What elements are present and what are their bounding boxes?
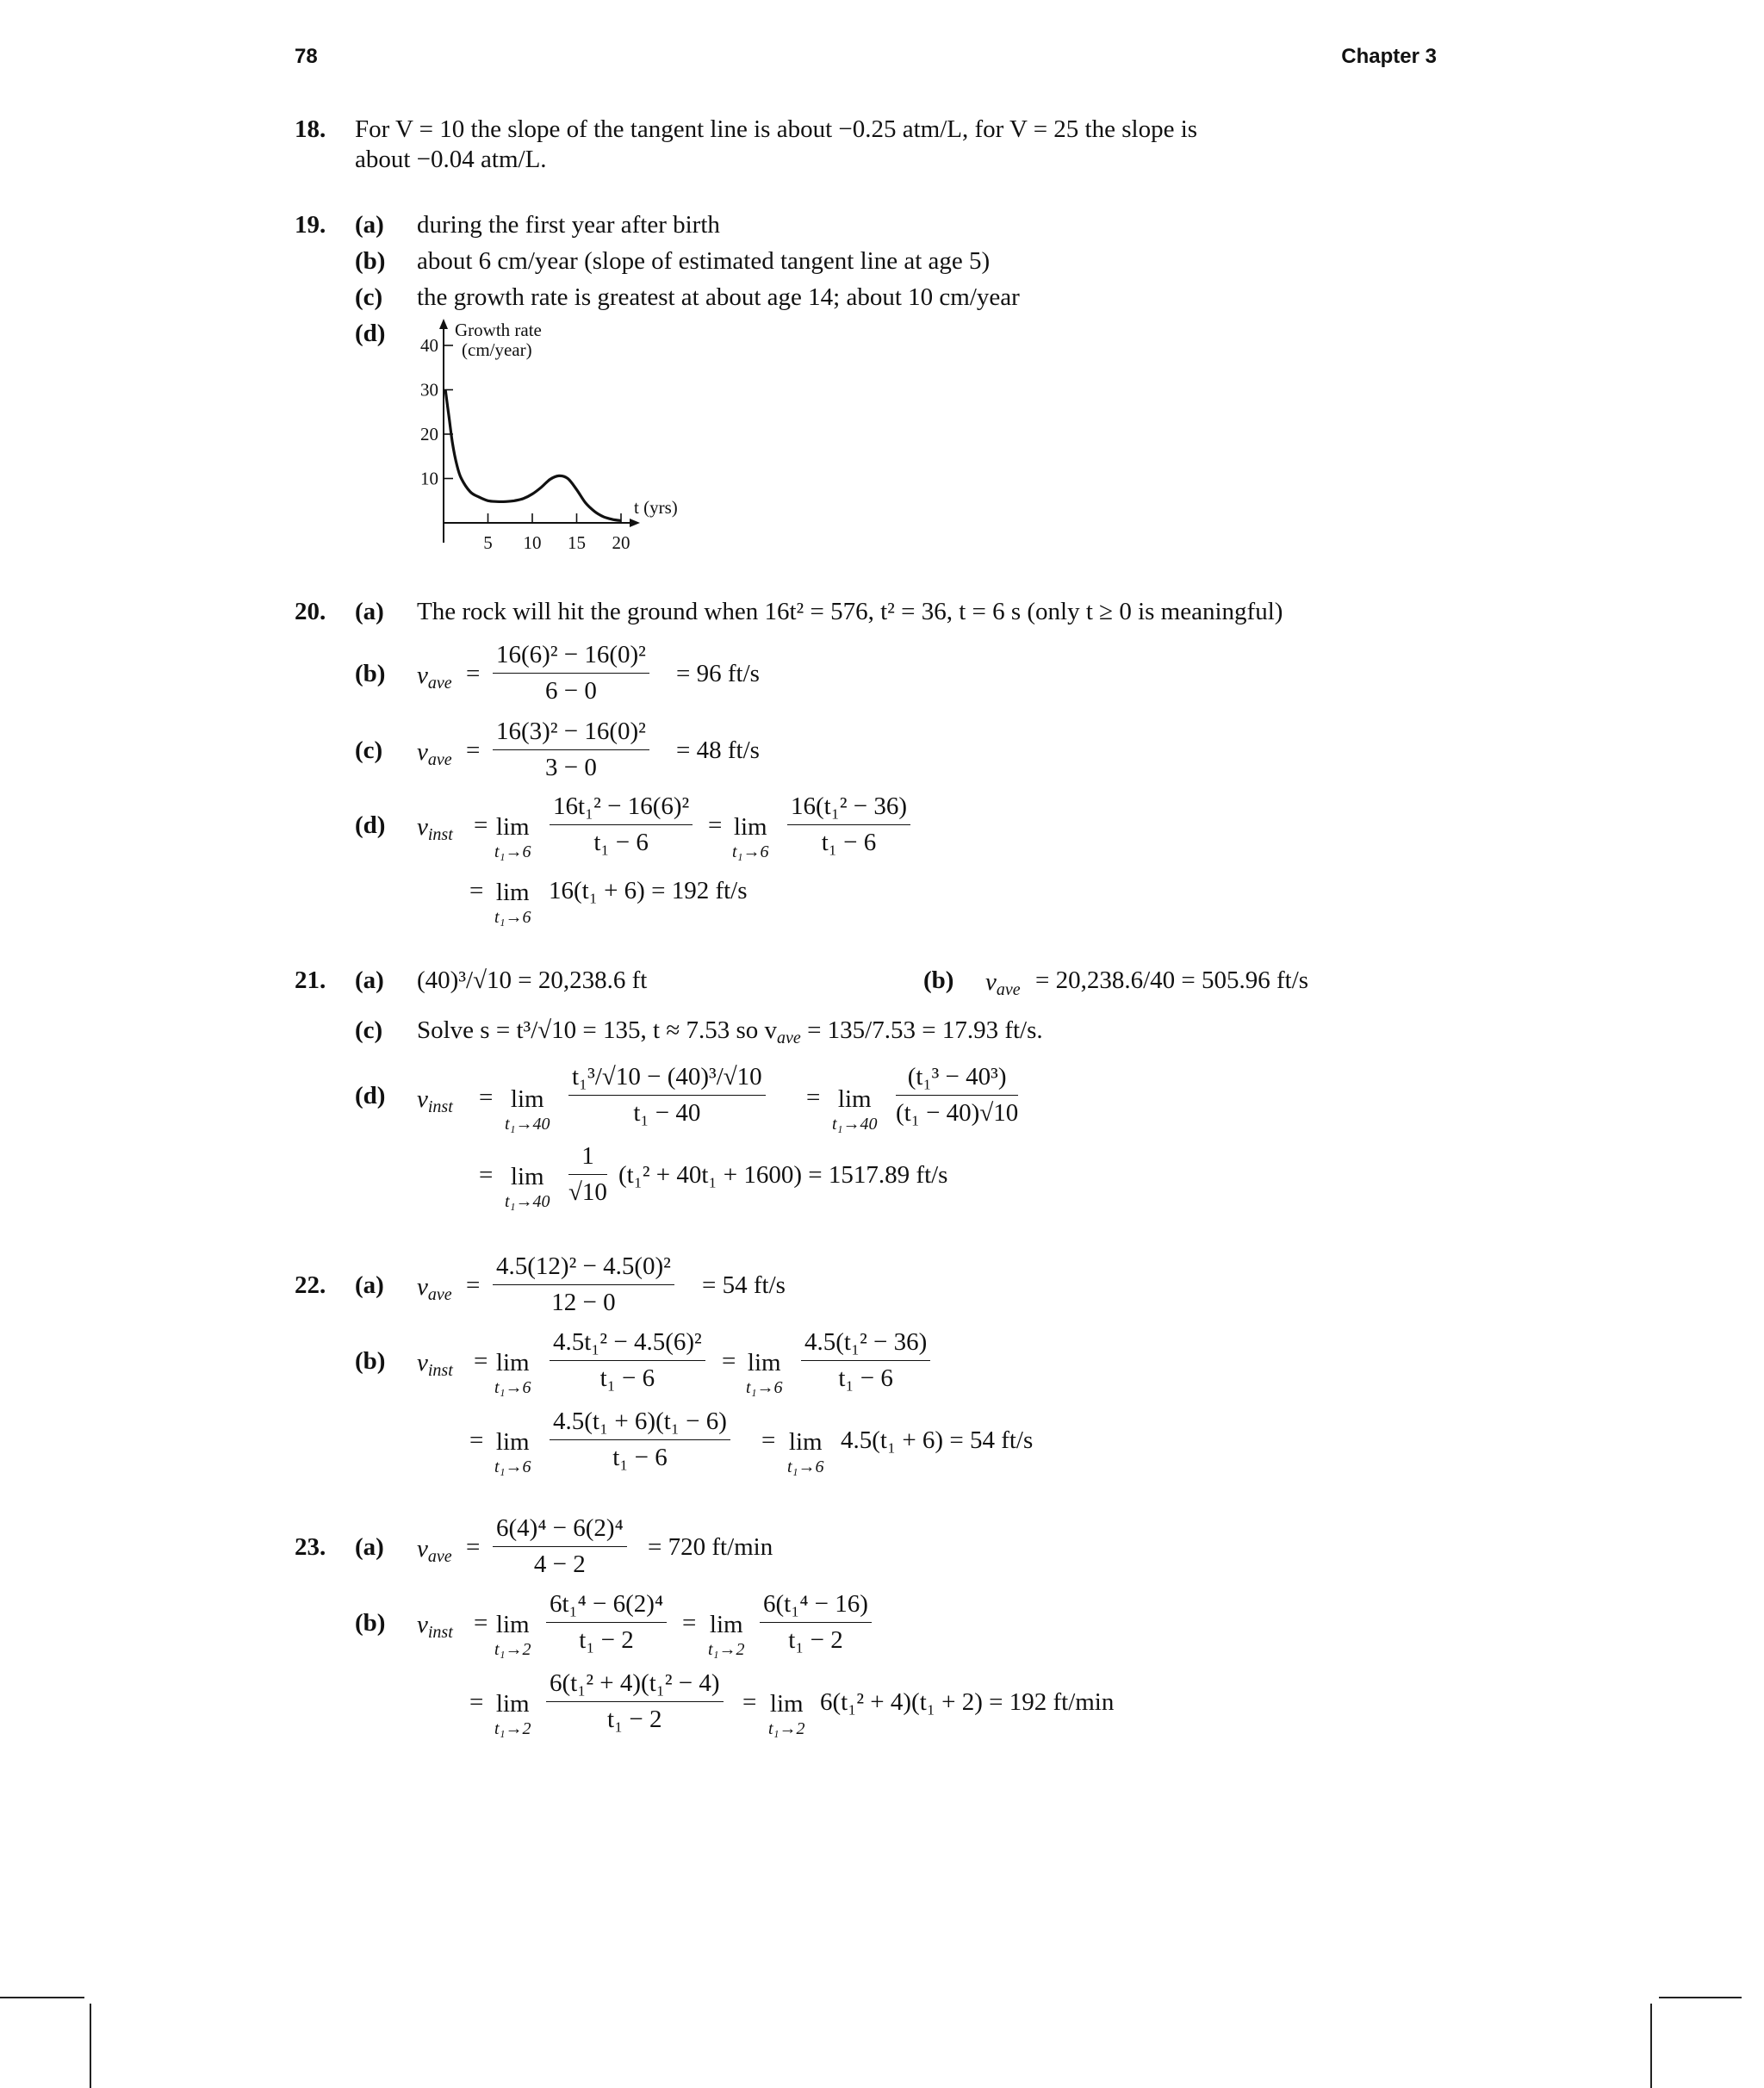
part-label: (c)	[355, 1016, 383, 1044]
velocity-symbol: $v_{ave}$	[417, 662, 452, 693]
velocity-symbol: $v_{ave}$	[417, 1273, 452, 1304]
problem-text: about −0.04 atm/L.	[355, 146, 547, 173]
velocity-symbol: $v_{inst}$	[417, 1085, 453, 1116]
equals-sign: =	[474, 811, 488, 839]
y-tick-label: 40	[420, 335, 438, 356]
problem-number: 22.	[295, 1271, 326, 1299]
x-axis-arrow	[630, 519, 640, 527]
part-label: (c)	[355, 736, 383, 764]
x-tick-label: 5	[483, 532, 493, 553]
part-label: (b)	[355, 660, 386, 687]
equals-sign: =	[466, 1533, 481, 1561]
limit-operator: lim t₁→2	[708, 1611, 745, 1659]
result-text: = 54 ft/s	[702, 1271, 786, 1299]
part-label: (b)	[355, 247, 386, 275]
equals-sign: =	[469, 1688, 484, 1716]
equals-sign: =	[474, 1347, 488, 1375]
part-label: (a)	[355, 211, 384, 239]
fraction: 4.5(t₁ + 6)(t₁ − 6) t₁ − 6	[550, 1409, 730, 1470]
y-axis-label: Growth rate	[455, 320, 542, 340]
x-tick-label: 15	[568, 532, 586, 553]
result-text: 16(t₁ + 6) = 192 ft/s	[549, 877, 748, 904]
result-text: 4.5(t₁ + 6) = 54 ft/s	[841, 1426, 1034, 1454]
equals-sign: =	[466, 736, 481, 764]
part-label: (c)	[355, 283, 383, 311]
equals-sign: =	[722, 1347, 736, 1375]
problem-number: 21.	[295, 966, 326, 994]
limit-operator: lim t₁→40	[832, 1085, 878, 1134]
fraction: t₁³/√10 − (40)³/√10 t₁ − 40	[568, 1065, 766, 1126]
equals-sign: =	[708, 811, 723, 839]
part-text: Solve s = t³/√10 = 135, t ≈ 7.53 so $v_{ave} = 135/7.53 = 17.93$ ft/s.	[417, 1016, 1043, 1047]
equals-sign: =	[742, 1688, 757, 1716]
equals-sign: =	[466, 660, 481, 687]
crop-mark	[90, 2004, 91, 2088]
growth-rate-chart	[405, 310, 698, 560]
chapter-label: Chapter 3	[1341, 45, 1437, 68]
part-label: (b)	[355, 1347, 386, 1375]
result-text: = 96 ft/s	[676, 660, 760, 687]
equals-sign: =	[806, 1084, 821, 1111]
fraction: 16(t₁² − 36) t₁ − 6	[787, 794, 910, 855]
result-text: = 48 ft/s	[676, 736, 760, 764]
limit-operator: lim t₁→6	[732, 813, 769, 861]
velocity-symbol: $v_{inst}$	[417, 1611, 453, 1642]
equals-sign: =	[682, 1609, 697, 1637]
limit-operator: lim t₁→2	[768, 1690, 805, 1738]
equals-sign: =	[469, 1426, 484, 1454]
part-label: (a)	[355, 598, 384, 625]
velocity-symbol: $v_{ave}$	[985, 968, 1021, 999]
part-text: the growth rate is greatest at about age 14; about 10 cm/year	[417, 283, 1020, 311]
limit-operator: lim t₁→2	[494, 1611, 531, 1659]
x-tick-label: 10	[523, 532, 542, 553]
fraction: 6(4)⁴ − 6(2)⁴ 4 − 2	[493, 1516, 627, 1577]
result-text: = 720 ft/min	[648, 1533, 773, 1561]
equals-sign: =	[479, 1161, 494, 1189]
y-axis-label: (cm/year)	[462, 339, 532, 360]
part-text: (40)³/√10 = 20,238.6 ft	[417, 966, 648, 994]
result-text: 6(t₁² + 4)(t₁ + 2) = 192 ft/min	[820, 1688, 1115, 1716]
equals-sign: =	[479, 1084, 494, 1111]
fraction: 4.5t₁² − 4.5(6)² t₁ − 6	[550, 1330, 705, 1391]
fraction: 16(6)² − 16(0)² 6 − 0	[493, 643, 649, 704]
problem-number: 20.	[295, 598, 326, 625]
part-label: (a)	[355, 966, 384, 994]
page-number: 78	[295, 45, 318, 68]
part-label: (b)	[355, 1609, 386, 1637]
part-text: during the first year after birth	[417, 211, 720, 239]
equals-sign: =	[474, 1609, 488, 1637]
velocity-symbol: $v_{inst}$	[417, 1349, 453, 1380]
limit-operator: lim t₁→6	[494, 879, 531, 927]
fraction: 16t₁² − 16(6)² t₁ − 6	[550, 794, 693, 855]
crop-mark	[0, 1997, 84, 1998]
part-text: The rock will hit the ground when 16t² = 576, t² = 36, t = 6 s (only t ≥ 0 is meaningful)	[417, 598, 1283, 625]
part-label: (d)	[355, 320, 386, 347]
limit-operator: lim t₁→6	[494, 1428, 531, 1476]
part-text: about 6 cm/year (slope of estimated tangent line at age 5)	[417, 247, 991, 275]
result-text: (t₁² + 40t₁ + 1600) = 1517.89 ft/s	[618, 1161, 948, 1189]
limit-operator: lim t₁→40	[505, 1085, 550, 1134]
fraction: 1 √10	[568, 1142, 607, 1206]
fraction: 16(3)² − 16(0)² 3 − 0	[493, 719, 649, 780]
crop-mark	[1659, 1997, 1742, 1998]
y-axis-arrow	[439, 319, 448, 329]
part-label: (b)	[923, 966, 954, 994]
part-text: = 20,238.6/40 = 505.96 ft/s	[1035, 966, 1309, 994]
problem-number: 23.	[295, 1533, 326, 1561]
x-axis-label: t (yrs)	[634, 497, 678, 518]
limit-operator: lim t₁→6	[746, 1349, 783, 1397]
problem-text: For V = 10 the slope of the tangent line is about −0.25 atm/L, for V = 25 the slope is	[355, 115, 1198, 143]
equals-sign: =	[761, 1426, 776, 1454]
velocity-symbol: $v_{inst}$	[417, 813, 453, 844]
fraction: 6(t₁⁴ − 16) t₁ − 2	[760, 1592, 872, 1653]
part-label: (d)	[355, 1082, 386, 1109]
y-tick-label: 10	[420, 468, 438, 489]
crop-mark	[1650, 2004, 1652, 2088]
growth-curve	[445, 390, 621, 521]
fraction: 4.5(12)² − 4.5(0)² 12 − 0	[493, 1254, 674, 1315]
problem-number: 19.	[295, 211, 326, 239]
fraction: (t₁³ − 40³) (t₁ − 40)√10	[896, 1063, 1019, 1127]
limit-operator: lim t₁→6	[787, 1428, 824, 1476]
part-label: (a)	[355, 1271, 384, 1299]
fraction: 6(t₁² + 4)(t₁² − 4) t₁ − 2	[546, 1671, 724, 1732]
velocity-symbol: $v_{ave}$	[417, 1535, 452, 1566]
problem-number: 18.	[295, 115, 326, 143]
velocity-symbol: $v_{ave}$	[417, 738, 452, 769]
fraction: 6t₁⁴ − 6(2)⁴ t₁ − 2	[546, 1592, 667, 1653]
x-tick-label: 20	[612, 532, 630, 553]
limit-operator: lim t₁→40	[505, 1163, 550, 1211]
equals-sign: =	[466, 1271, 481, 1299]
fraction: 4.5(t₁² − 36) t₁ − 6	[801, 1330, 930, 1391]
part-label: (d)	[355, 811, 386, 839]
part-label: (a)	[355, 1533, 384, 1561]
limit-operator: lim t₁→6	[494, 1349, 531, 1397]
y-tick-label: 30	[420, 379, 438, 401]
y-tick-label: 20	[420, 424, 438, 444]
equals-sign: =	[469, 877, 484, 904]
limit-operator: lim t₁→6	[494, 813, 531, 861]
limit-operator: lim t₁→2	[494, 1690, 531, 1738]
